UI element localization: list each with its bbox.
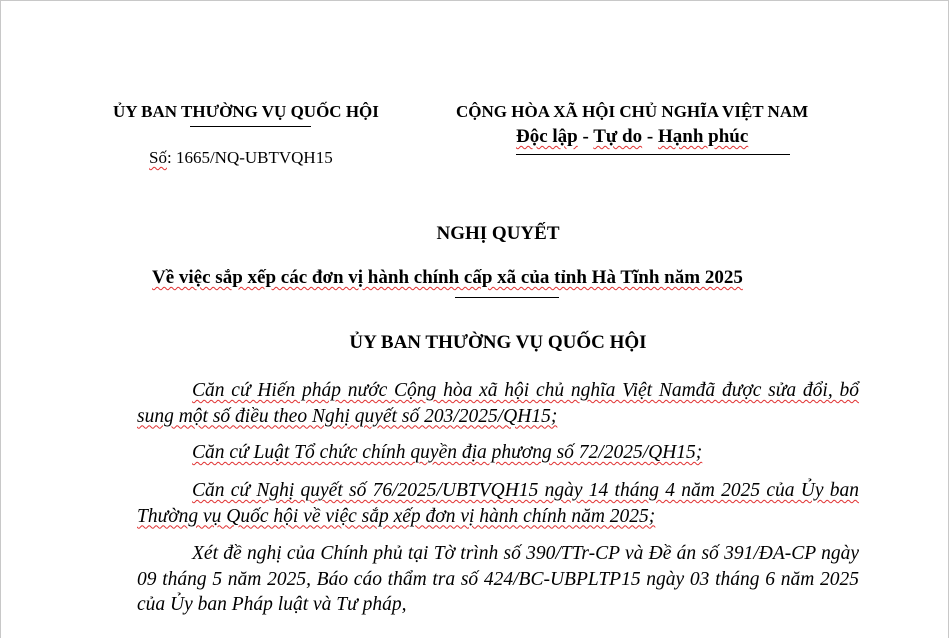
- subject-underline: [455, 297, 559, 298]
- document-type: NGHỊ QUYẾT: [436, 223, 560, 244]
- motto-separator-2: -: [642, 126, 658, 147]
- document-number: [149, 148, 333, 168]
- legal-basis-text: Căn cứ Nghị quyết số 76/2025/UBTVQH15 ngày 14 tháng 4 năm 2025 của Ủy ban Thường vụ Quốc hội về việc sắp xếp đơn vị hành chính năm 2025;: [137, 480, 859, 527]
- organization-underline: [190, 126, 311, 127]
- motto-underline: [516, 154, 790, 155]
- legal-basis-text: Căn cứ Luật Tổ chức chính quyền địa phương số 72/2025/QH15;: [192, 442, 703, 463]
- issuing-organization: ỦY BAN THƯỜNG VỤ QUỐC HỘI: [113, 102, 379, 121]
- country-name: CỘNG HÒA XÃ HỘI CHỦ NGHĨA VIỆT NAM: [456, 102, 809, 121]
- document-subject: Về việc sắp xếp các đơn vị hành chính cấp xã của tỉnh Hà Tĩnh năm 2025: [152, 267, 743, 288]
- legal-basis-text: Căn cứ Hiến pháp nước Cộng hòa xã hội chủ nghĩa Việt Namđã được sửa đổi, bổ sung một số điều theo Nghị quyết số 203/2025/QH15;: [137, 380, 859, 427]
- motto-part-2: Tự do: [593, 126, 643, 147]
- legal-basis-resolution: [137, 478, 859, 529]
- motto-part-3: Hạnh phúc: [657, 126, 749, 147]
- legal-basis-constitution: [137, 378, 859, 429]
- issuer-heading: ỦY BAN THƯỜNG VỤ QUỐC HỘI: [349, 332, 647, 353]
- legal-basis-text: Xét đề nghị của Chính phủ tại Tờ trình số 390/TTr-CP và Đề án số 391/ĐA-CP ngày 09 tháng 5 năm 2025, Báo cáo thẩm tra số 424/BC-UBPLTP15 ngày 03 tháng 6 năm 2025 của Ủy ban Pháp luật và Tư pháp,: [137, 543, 859, 615]
- legal-basis-local-government-law: [137, 440, 859, 466]
- number-value: : 1665/NQ-UBTVQH15: [166, 148, 333, 167]
- national-motto: [516, 126, 748, 148]
- motto-part-1: Độc lập: [516, 126, 578, 147]
- legal-basis-proposal: [137, 541, 859, 618]
- number-label: Số: [149, 148, 167, 167]
- motto-separator-1: -: [577, 126, 594, 147]
